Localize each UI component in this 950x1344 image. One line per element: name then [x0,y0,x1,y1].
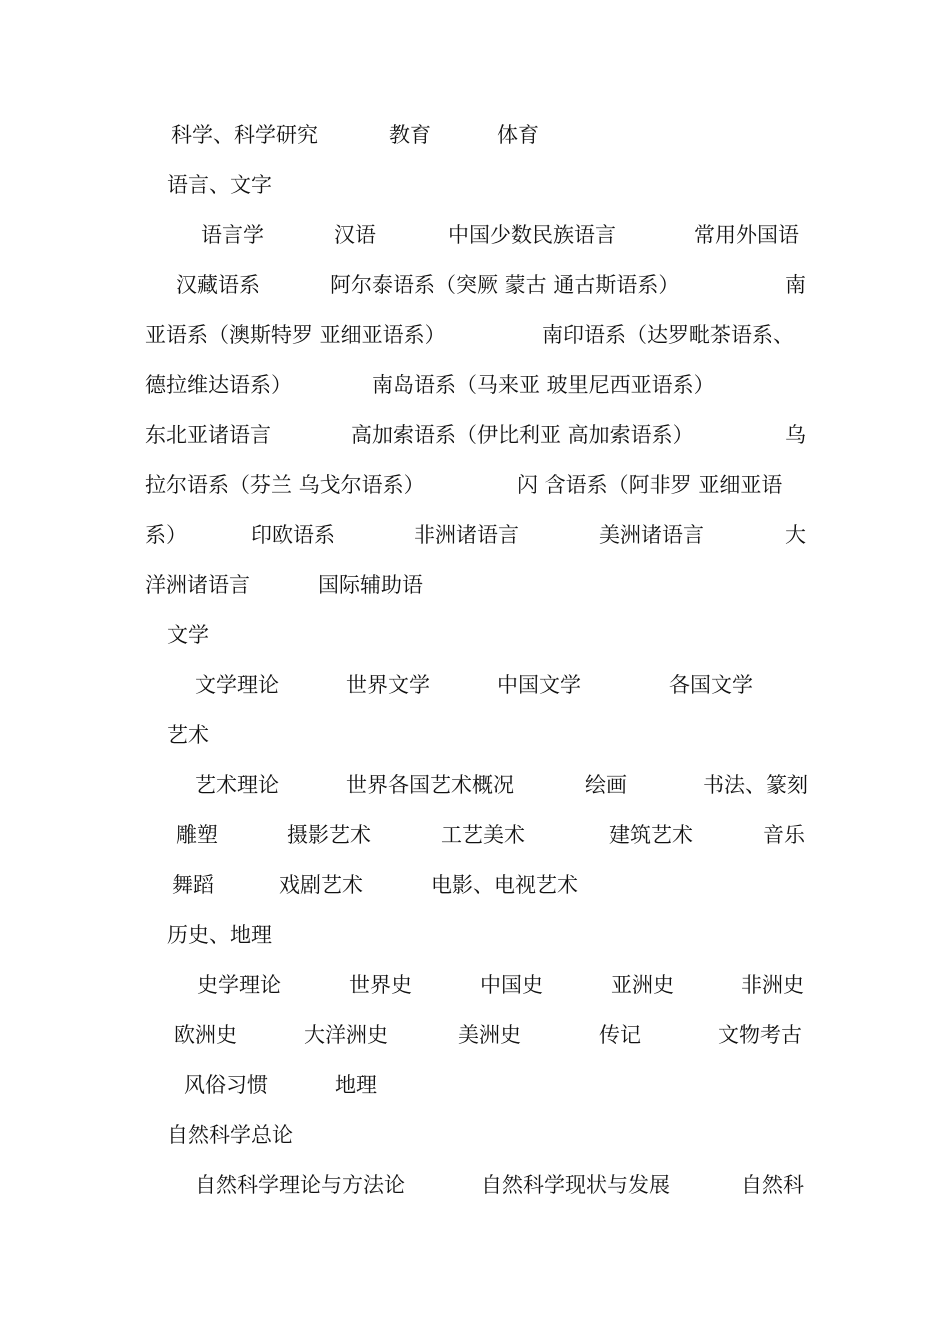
text-term: 绘画 [585,773,627,797]
text-term: 非洲史 [741,973,804,997]
text-term: 闪 含语系（阿非罗 亚细亚语 [517,473,783,497]
text-term: 文物考古 [718,1023,802,1047]
text-term: 风俗习惯 [184,1073,268,1097]
text-term: 亚语系（澳斯特罗 亚细亚语系） [145,323,446,347]
text-term: 艺术理论 [195,773,279,797]
text-term: 阿尔泰语系（突厥 蒙古 通古斯语系） [330,273,680,297]
heading-text: 语言、文字 [167,173,272,197]
text-term: 国际辅助语 [318,573,423,597]
text-term: 美洲史 [458,1023,521,1047]
heading-text: 文学 [167,623,209,647]
text-term: 南 [785,273,806,297]
text-term: 印欧语系 [251,523,335,547]
text-term: 世界各国艺术概况 [346,773,514,797]
text-term: 自然科 [741,1173,804,1197]
text-term: 摄影艺术 [287,823,371,847]
heading-text: 自然科学总论 [167,1123,293,1147]
text-term: 亚洲史 [611,973,674,997]
text-term: 大洋洲史 [304,1023,388,1047]
text-term: 舞蹈 [172,873,214,897]
text-term: 欧洲史 [174,1023,237,1047]
text-term: 汉语 [334,223,376,247]
text-term: 南岛语系（马来亚 玻里尼西亚语系） [372,373,715,397]
text-term: 戏剧艺术 [279,873,363,897]
text-term: 文学理论 [195,673,279,697]
text-term: 大 [785,523,806,547]
text-term: 语言学 [201,223,264,247]
text-term: 乌 [785,423,806,447]
text-term: 传记 [599,1023,641,1047]
text-term: 洋洲诸语言 [145,573,250,597]
text-term: 常用外国语 [694,223,799,247]
text-term: 雕塑 [176,823,218,847]
text-term: 非洲诸语言 [414,523,519,547]
text-term: 中国少数民族语言 [448,223,616,247]
text-term: 汉藏语系 [176,273,260,297]
text-term: 各国文学 [669,673,753,697]
text-term: 中国文学 [497,673,581,697]
text-term: 自然科学现状与发展 [481,1173,670,1197]
text-term: 东北亚诸语言 [145,423,271,447]
text-term: 南印语系（达罗毗茶语系、 [542,323,794,347]
text-term: 中国史 [480,973,543,997]
text-term: 世界史 [349,973,412,997]
text-term: 体育 [497,123,539,147]
text-term: 系） [145,523,187,547]
text-term: 工艺美术 [441,823,525,847]
text-term: 音乐 [763,823,805,847]
text-term: 建筑艺术 [609,823,693,847]
text-term: 拉尔语系（芬兰 乌戈尔语系） [145,473,425,497]
text-term: 书法、篆刻 [703,773,808,797]
text-term: 史学理论 [197,973,281,997]
text-term: 科学、科学研究 [171,123,318,147]
text-term: 美洲诸语言 [599,523,704,547]
text-term: 高加索语系（伊比利亚 高加索语系） [351,423,694,447]
text-term: 德拉维达语系） [145,373,292,397]
text-term: 地理 [335,1073,377,1097]
text-term: 世界文学 [346,673,430,697]
text-term: 教育 [389,123,431,147]
text-term: 电影、电视艺术 [431,873,578,897]
heading-text: 艺术 [167,723,209,747]
text-term: 自然科学理论与方法论 [195,1173,405,1197]
heading-text: 历史、地理 [167,923,272,947]
